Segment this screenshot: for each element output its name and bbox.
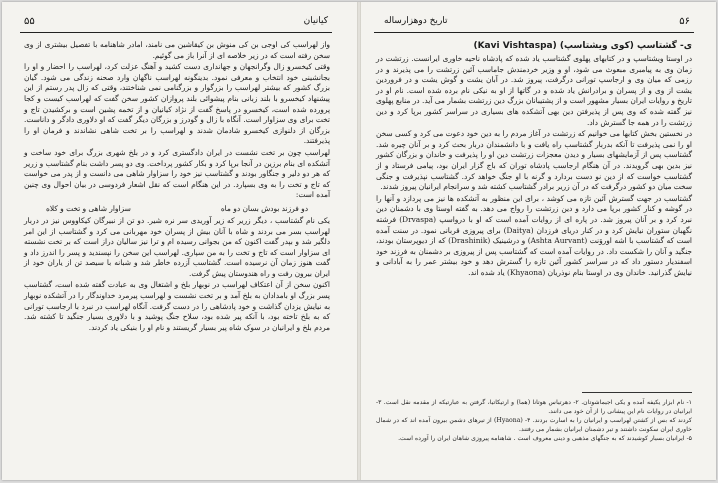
verse-hemistich-left: سزاوار شاهی و تخت و کلاه bbox=[46, 203, 131, 213]
right-paragraph-3: گشتاسب در جهت گسترش آئین تازه می کوشد ، برای این منظور به آتشکده ها نیز می پردازد و آنها را در گوشه و کنار کشور برپا می دارد و دین زرتشت را رواج می دهد. به گفته اوستا وی با دشمنان دین نبرد کرد و بر آنان پیروز شد. در پاره ای از روایات آمده است که او با درواسپ (Drvaspa) فرشته نگهبان ستوران نیایش کرد و در کنار دریای فرزدان (Daitya) برای پیروزی قربانی نمود. در سنت آمده است که گشتاسب با اشه اوروَنت (Ashta Aurvant) و درشینیک (Drashinik) که از دیوپرستان بودند، جنگید و آنان را شکست داد. در روایات آمده است که گشتاسب پس از پیروزی بر دشمنان به فرزند خود اسفندیار دستور داد که در سراسر کشور آئین تازه را گسترش دهد و خود بیشتر عمر را به آبادانی و نیایش گذرانید. خاندان وی در اوستا بنام نوذریان (Khyaona) یاد شده اند. bbox=[376, 193, 692, 277]
left-page-number: ۵۵ bbox=[24, 16, 35, 27]
footnote-rule bbox=[582, 392, 692, 393]
right-paragraph-1: در اوستا ویشتاسپ و در کتابهای پهلوی گشتاسب یاد شده که پادشاه ناحیه خاوری ایرانست. زرتشت در زمان وی به پیامبری مبعوث می شود، او و وزیر خردمندش جاماسب آئین زرتشت را می پذیرند و در رزمی که میان وی و ارجاسپ تورانی درگرفت، پیروز شد. در آبان یشت و گوش یشت و در فروردین یشت از وی و از پسران و برادرانش یاد شده و در گاتها از او به نیکی نام برده شده است. نام او در تاریخ و روایات ایران بسیار مشهور است و از پشتیبانان بزرگ دین زرتشت بشمار می آید. در منابع پهلوی نیز گفته شده که وی پس از پذیرفتن دین بهی آتشکده های بسیاری در سراسر کشور برپا کرد و دین زرتشت را در همه جا گسترش داد. bbox=[376, 54, 692, 127]
left-paragraph-5: اکنون سخن از آن اعتکاف لهراسب در نوبهار بلخ و اشتغال وی به عبادت گفته شده است، گشتاسب پسر بزرگ او بامدادان به بلخ آمد و بر تخت نشست و لهراسب پیرمرد خداوندگار را در آتشکده نوبهار به نیایش یزدان گذاشت و خود پادشاهی را در دست گرفت. آنگاه لهراسب در نبرد با ارجاسب تورانی که به بلخ تاخته بود، با آنکه پیر شده بود، سلاح جنگ پوشید و با دلاوری بسیار جنگید تا کشته شد. مردم بلخ و ایرانیان در سوک شاه پیر بسیار گریستند و نام او را بنیکی یاد کردند. bbox=[24, 280, 330, 332]
right-page-number: ۵۶ bbox=[679, 16, 690, 27]
right-paragraph-2: در نخستین بخش کتابها می خوانیم که زرتشت در آغاز مردم را به دین خود دعوت می کرد و کسی سخن او را نمی پذیرفت تا آنکه بدربار گشتاسب راه یافت و با دانشمندان دربار بحث کرد و بر آنان چیره شد. گشتاسب پس از آزمایشهای بسیار و دیدن معجزات زرتشت دین او را پذیرفت و خاندان و بزرگان کشور نیز بدین بهی گرویدند. در آن هنگام ارجاسب پادشاه توران که باج گزار ایران بود، پیامی فرستاد و از گشتاسب خواست که از دین نو دست بردارد و گرنه با او جنگ خواهد کرد. گشتاسب نپذیرفت و جنگی سخت میان دو کشور درگرفت که در آن زریر برادر گشتاسب کشته شد و سرانجام ایرانیان پیروز شدند. bbox=[376, 129, 692, 192]
left-page bbox=[2, 2, 358, 480]
right-page-body bbox=[376, 40, 692, 279]
footnote-1: ۱- نام ابزار یکیفه آمده و یکی اجیماشوتان. ۲- دهرتیاس هوتانا (هما) و ارتیکاتیا، گرفتن به عبارتیکه از مقدمه نقل است. ۳- ایرانیان در روایات نام این پیشانی را از آن خود می دانند. bbox=[376, 399, 692, 415]
footnote-2: کردند که بس از کشتن لهراسب و ایرانیان را به اسارت بردند. ۴- (Hyaona) از تیرهای دشمن بیرون آمده اند که در شمال خاوری ایران سکونت داشتند و تیر دشمنان ایرانیان بشمار می رفتند. bbox=[376, 417, 692, 433]
right-header-rule bbox=[374, 32, 694, 33]
right-page bbox=[360, 2, 716, 480]
footnote-3: ۵- ایرانیان بسیار کوشیدند که به جنگهای مذهبی و دینی معروف است . شاهنامه پیروزی شاهان ایران را آورده است. bbox=[398, 435, 692, 442]
left-paragraph-1: واز لهراسب کی اوجی بن کی منوش بن کیقاشین می نامند، امادر شاهنامه با تفصیل بیشتری از وی سخن رفته است که در زیر خلاصه ای از آنرا باز می گوئیم. bbox=[24, 40, 330, 60]
left-page-body bbox=[24, 40, 330, 334]
left-paragraph-3: لهراسب چون بر تخت نشست در ایران دادگستری کرد و در بلخ شهری بزرگ برای خود ساخت و آتشکده ای بنام برزین در آنجا برپا کرد و بکار کشور پرداخت. وی دو پسر داشت بنام گشتاسب و زریر که هر دو دلیر و جنگاور بودند و گشتاسب نیز خود را سزاوار شاهی می دانست و از پدر می خواست که تاج و تخت را به وی بسپارد. در این هنگام است که نقل اشعار فردوسی در بیان احوال وی چنین آمده است: bbox=[24, 147, 330, 200]
verse-hemistich-right: دو فرزند بودش بسان دو ماه bbox=[220, 203, 308, 213]
left-running-head: کیانیان bbox=[303, 16, 328, 26]
book-spread bbox=[2, 2, 716, 480]
right-page-header bbox=[376, 16, 694, 32]
left-page-header bbox=[20, 16, 332, 32]
verse-couplet bbox=[24, 203, 330, 214]
left-paragraph-4: یکی نام گشتاسب ، دیگر زریر که زیر آوریدی سر نره شیر. دو تن از نبیرگان کیکاووس نیز در دربار لهراسب بسر می بردند و شاه با آنان بیش از پسران خود مهربانی می کرد و گشتاسب از این امر دلگیر شد و بپدر گفت اکنون که من بجوانی رسیده ام و ترا نیز سالیان دراز است که بر تخت نشسته ای سزاوار است که تاج و تخت را به من سپاری. لهراسب این سخن را نپسندید و پسر را اندرز داد و گفت هنوز زمان آن نرسیده است. گشتاسب آزرده خاطر شد و شبانه با سیصد تن از یاران خود از ایران بیرون رفت و راه هندوستان پیش گرفت. bbox=[24, 215, 330, 278]
section-title: ی- گشتاسپ (کوی ویشتاسپ) (Kavi Vishtaspa) bbox=[473, 41, 692, 51]
footnotes bbox=[376, 398, 692, 443]
left-header-rule bbox=[20, 32, 332, 33]
left-paragraph-2: وقتی کیخسرو زال وگرانجهان و جهانداری دست کشید و آهنگ عزلت کرد، لهراسب را احضار و او را بجانشینی خود انتخاب و معرفی نمود. بدینگونه لهراسب ناگهان وارد صحنه زندگی می شود. گیان بزرگ کشور که بیشتر لهراسب را بزرگوار و بزرگنامی نمی شناختند، وقتی که زال پدر رستم از این پیشنهاد کیخسرو با بلند زبانی بنام پیشوائی بلند پروازان کشور سخن گفت که لهراسب کیست و کجا پرورده شده است، کیخسرو در پاسخ گفت از نژاد کیانیان و از تخمه پشین است و برکشیدن تاج و تخت برای وی سزاوار است. آنگاه با زال و گودرز و بزرگان دیگر گفت که او دلاوری دادگر و داناست. بزرگان از دلنوازی کیخسرو شادمان شدند و لهراسب را بر تخت شاهی نشاندند و فرمان او را پذیرفتند. bbox=[24, 62, 330, 146]
right-running-head: تاریخ دوهزارساله bbox=[384, 16, 448, 26]
